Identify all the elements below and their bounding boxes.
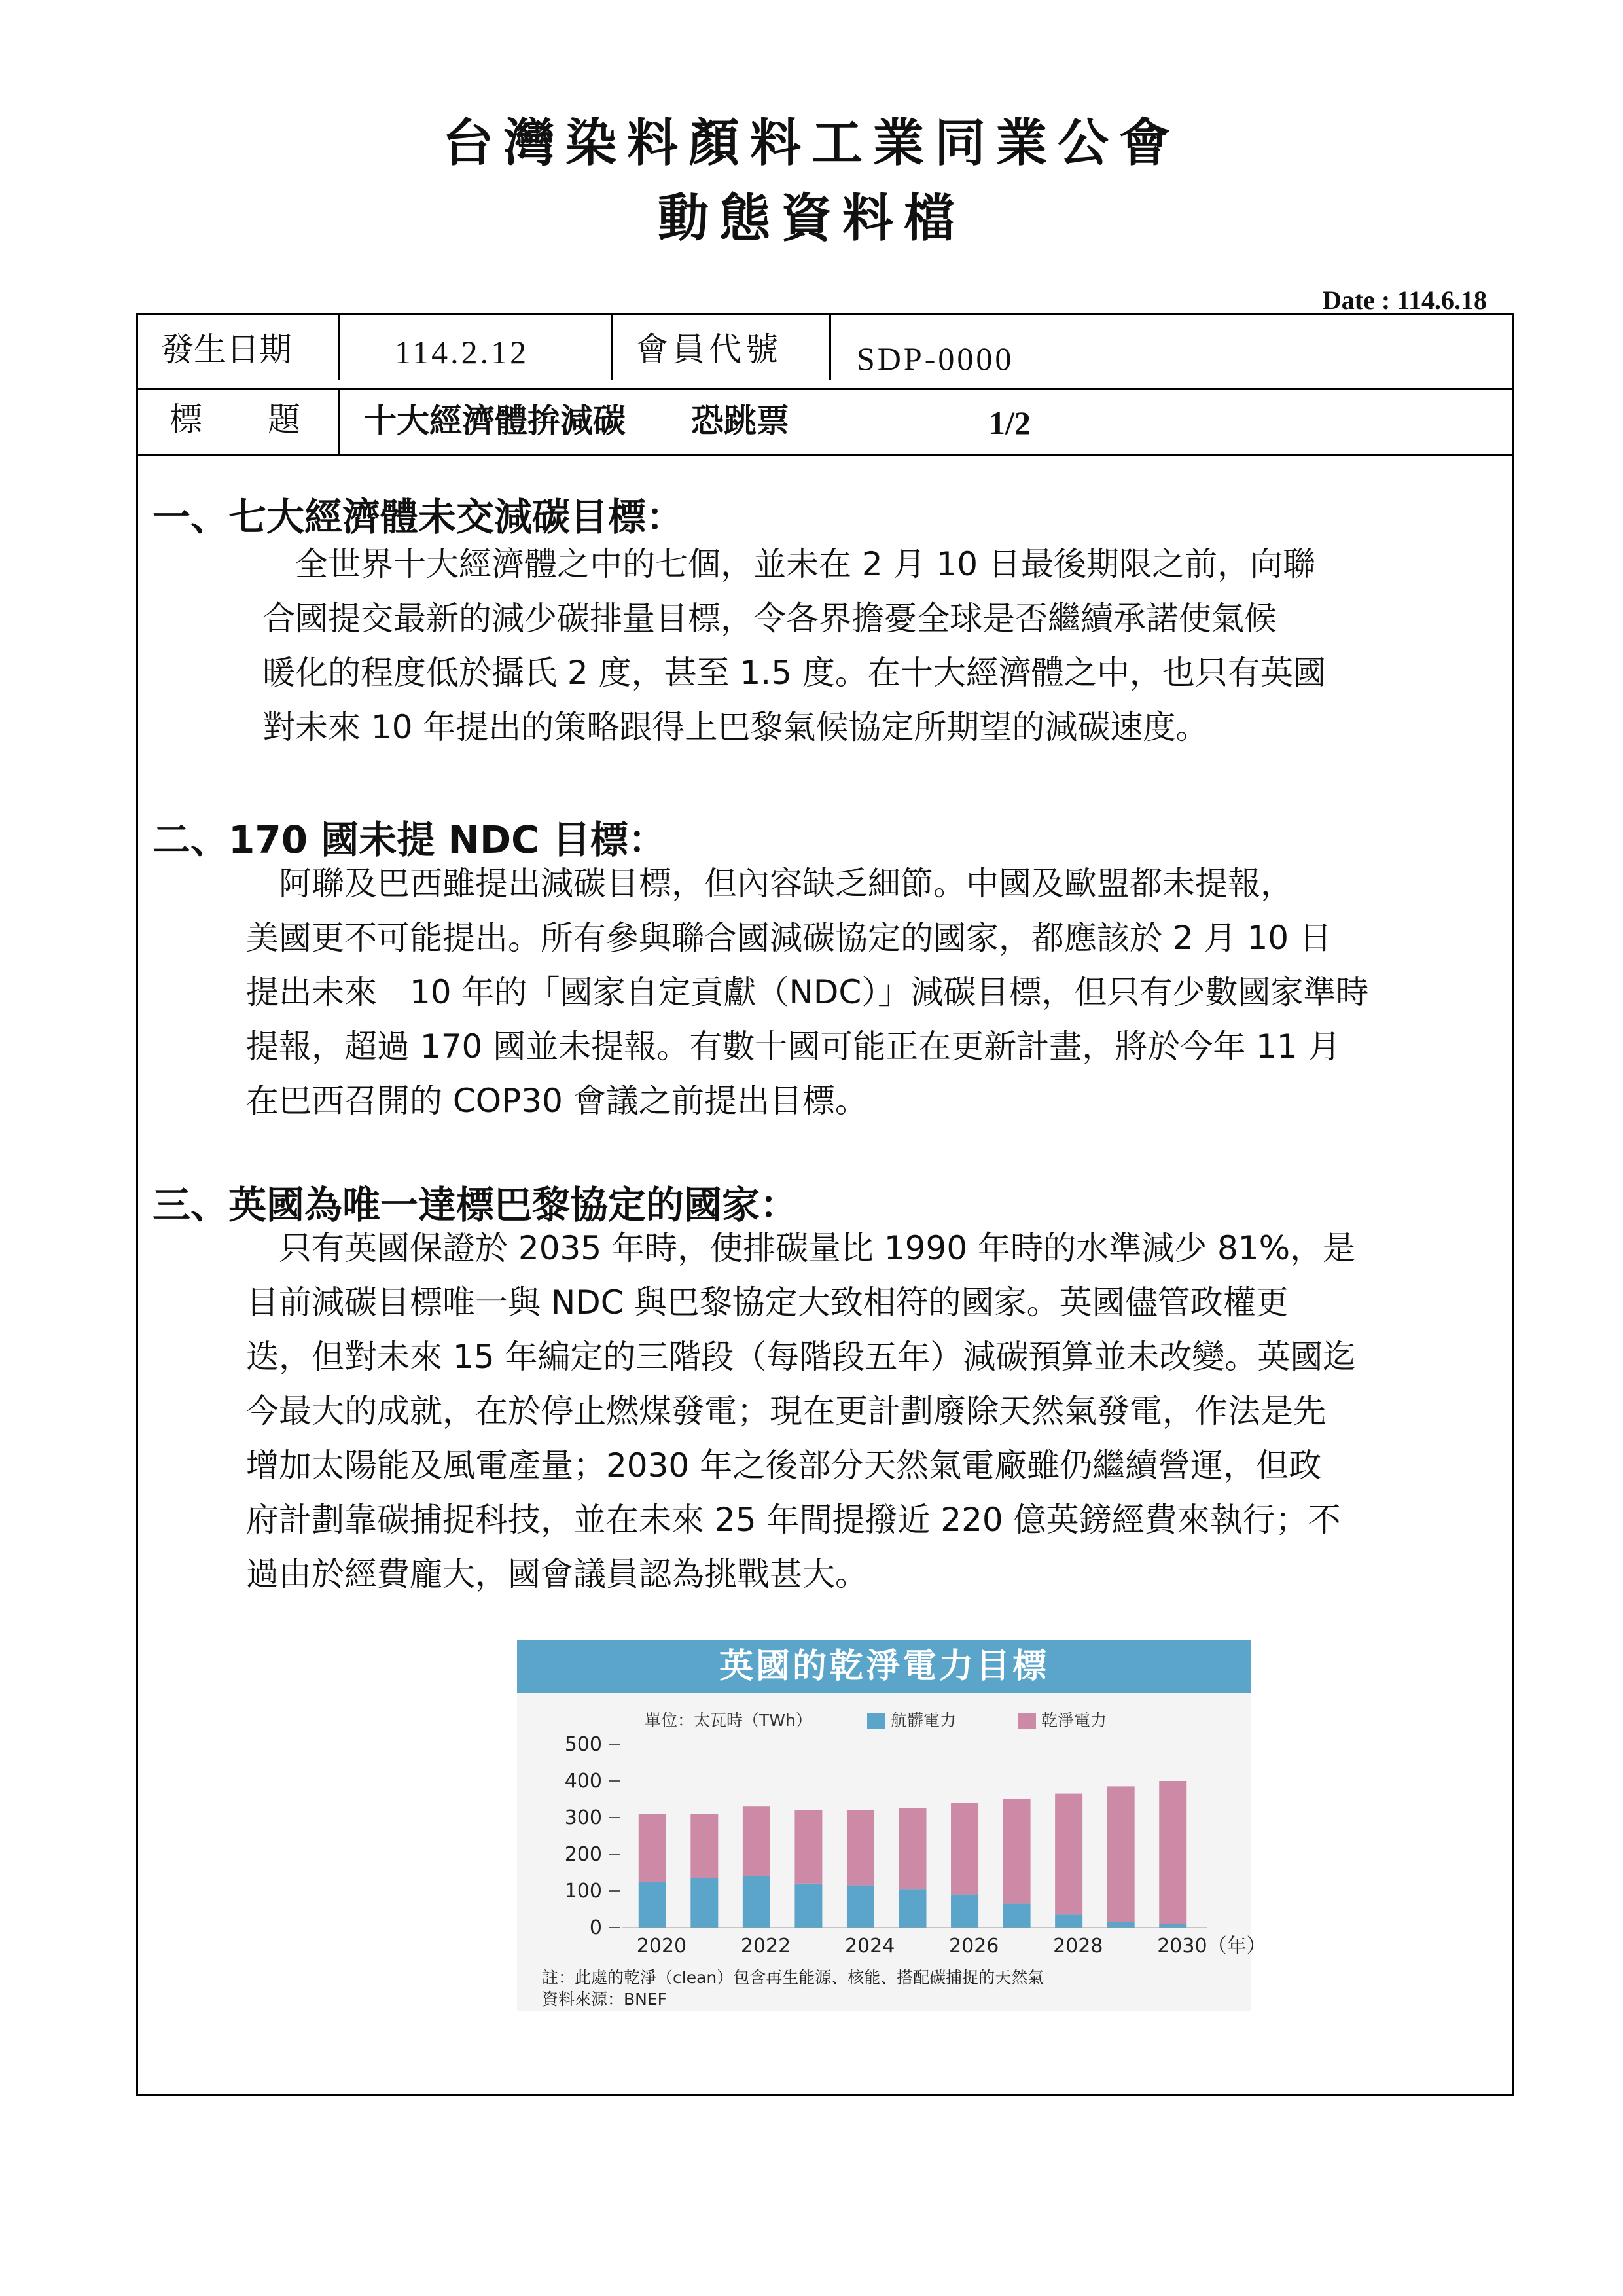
- chart-plot: [517, 1640, 1266, 2011]
- clean-power-chart: [517, 1640, 1266, 2011]
- legend-swatch: [1018, 1713, 1036, 1729]
- member-label: 會員代號: [635, 331, 782, 368]
- paragraph-line: 目前減碳目標唯一與 NDC 與巴黎協定大致相符的國家。英國儘管政權更: [246, 1283, 1289, 1321]
- member-value: SDP-0000: [857, 340, 1014, 377]
- bar-segment: [1159, 1924, 1186, 1928]
- bar-segment: [690, 1878, 718, 1928]
- paragraph-line: 提報，超過 170 國並未提報。有數十國可能正在更新計畫，將於今年 11 月: [246, 1028, 1341, 1066]
- legend-label: 航髒電力: [891, 1711, 957, 1730]
- bar-segment: [951, 1895, 978, 1928]
- bar-segment: [951, 1803, 978, 1895]
- chart-note: 註：此處的乾淨（clean）包含再生能源、核能、搭配碳捕捉的天然氣: [542, 1968, 1044, 1987]
- bar-segment: [1159, 1781, 1186, 1924]
- section-3-paragraph: [246, 1221, 1355, 1602]
- bar-segment: [1055, 1794, 1082, 1915]
- x-tick-label: 2020: [636, 1935, 687, 1958]
- chart-unit-label: 單位：太瓦時（TWh）: [645, 1711, 812, 1730]
- y-tick-label: 500: [564, 1733, 602, 1756]
- x-tick-label: 2028: [1053, 1935, 1103, 1958]
- chart-source: 資料來源：BNEF: [542, 1990, 668, 2009]
- document-title: 動態資料檔: [657, 189, 965, 248]
- paragraph-line: 府計劃靠碳捕捉科技，並在未來 25 年間提撥近 220 億英鎊經費來執行；不: [246, 1501, 1341, 1539]
- paragraph-line: 增加太陽能及風電產量；2030 年之後部分天然氣電廠雖仍繼續營運，但政: [246, 1446, 1322, 1484]
- table-column-divider: [338, 388, 340, 454]
- date-value: 114.2.12: [395, 334, 529, 370]
- y-tick-label: 0: [589, 1916, 602, 1939]
- table-column-divider: [829, 315, 831, 380]
- section-1-paragraph: [262, 537, 1326, 755]
- y-tick-label: 100: [564, 1880, 602, 1903]
- paragraph-line: 美國更不可能提出。所有參與聯合國減碳協定的國家，都應該於 2 月 10 日: [246, 919, 1332, 957]
- paragraph-line: 提出未來 10 年的「國家自定貢獻（NDC）」減碳目標，但只有少數國家準時: [246, 973, 1369, 1011]
- bar-segment: [1107, 1786, 1135, 1922]
- paragraph-line: 今最大的成就，在於停止燃煤發電；現在更計劃廢除天然氣發電，作法是先: [246, 1392, 1326, 1430]
- bar-segment: [639, 1882, 666, 1928]
- paragraph-line: 過由於經費龐大，國會議員認為挑戰甚大。: [246, 1555, 868, 1593]
- legend-label: 乾淨電力: [1041, 1711, 1107, 1730]
- table-column-divider: [338, 315, 340, 380]
- bar-segment: [794, 1810, 822, 1884]
- paragraph-line: 迭，但對未來 15 年編定的三階段（每階段五年）減碳預算並未改變。英國迄: [246, 1338, 1356, 1376]
- y-tick-label: 200: [564, 1843, 602, 1866]
- paragraph-line: 全世界十大經濟體之中的七個，並未在 2 月 10 日最後期限之前，向聯: [262, 545, 1316, 583]
- table-divider: [138, 388, 1512, 390]
- bar-segment: [899, 1889, 927, 1928]
- chart-title: 英國的乾淨電力目標: [517, 1640, 1251, 1693]
- table-divider: [138, 454, 1512, 456]
- bar-segment: [639, 1814, 666, 1882]
- bar-segment: [1003, 1799, 1031, 1904]
- page-indicator: 1/2: [989, 404, 1031, 441]
- section-2-heading: 二、170 國未提 NDC 目標：: [152, 817, 666, 862]
- paragraph-line: 只有英國保證於 2035 年時，使排碳量比 1990 年時的水準減少 81%，是: [246, 1229, 1356, 1267]
- document-date: Date : 114.6.18: [1322, 285, 1487, 315]
- y-tick-label: 300: [564, 1806, 602, 1829]
- bar-segment: [899, 1808, 927, 1889]
- legend-swatch: [867, 1713, 885, 1729]
- section-2-paragraph: [246, 857, 1368, 1128]
- title-label: 標 題: [169, 401, 300, 439]
- section-1-heading: 一、七大經濟體未交減碳目標：: [152, 495, 685, 539]
- bar-segment: [1003, 1904, 1031, 1928]
- table-column-divider: [611, 315, 613, 380]
- x-tick-label: 2022: [740, 1935, 791, 1958]
- paragraph-line: 阿聯及巴西雖提出減碳目標，但內容缺乏細節。中國及歐盟都未提報，: [246, 865, 1293, 903]
- title-value: 十大經濟體拚減碳 恐跳票: [364, 402, 789, 440]
- x-tick-label: 2030（年）: [1157, 1935, 1266, 1958]
- paragraph-line: 暖化的程度低於攝氏 2 度，甚至 1.5 度。在十大經濟體之中，也只有英國: [262, 654, 1326, 692]
- bar-segment: [1107, 1922, 1135, 1928]
- bar-segment: [1055, 1914, 1082, 1928]
- bar-segment: [847, 1886, 874, 1928]
- x-tick-label: 2024: [844, 1935, 895, 1958]
- paragraph-line: 合國提交最新的減少碳排量目標，令各界擔憂全球是否繼續承諾使氣候: [262, 600, 1277, 637]
- section-3-heading: 三、英國為唯一達標巴黎協定的國家：: [152, 1183, 798, 1227]
- paragraph-line: 在巴西召開的 COP30 會議之前提出目標。: [246, 1082, 868, 1120]
- bar-segment: [847, 1810, 874, 1886]
- y-tick-label: 400: [564, 1770, 602, 1793]
- bar-segment: [743, 1806, 770, 1876]
- bar-segment: [690, 1814, 718, 1878]
- org-title: 台灣染料顏料工業同業公會: [442, 114, 1181, 173]
- bar-segment: [743, 1876, 770, 1928]
- x-tick-label: 2026: [949, 1935, 999, 1958]
- paragraph-line: 對未來 10 年提出的策略跟得上巴黎氣候協定所期望的減碳速度。: [262, 708, 1209, 746]
- date-label: 發生日期: [161, 331, 292, 368]
- bar-segment: [794, 1884, 822, 1928]
